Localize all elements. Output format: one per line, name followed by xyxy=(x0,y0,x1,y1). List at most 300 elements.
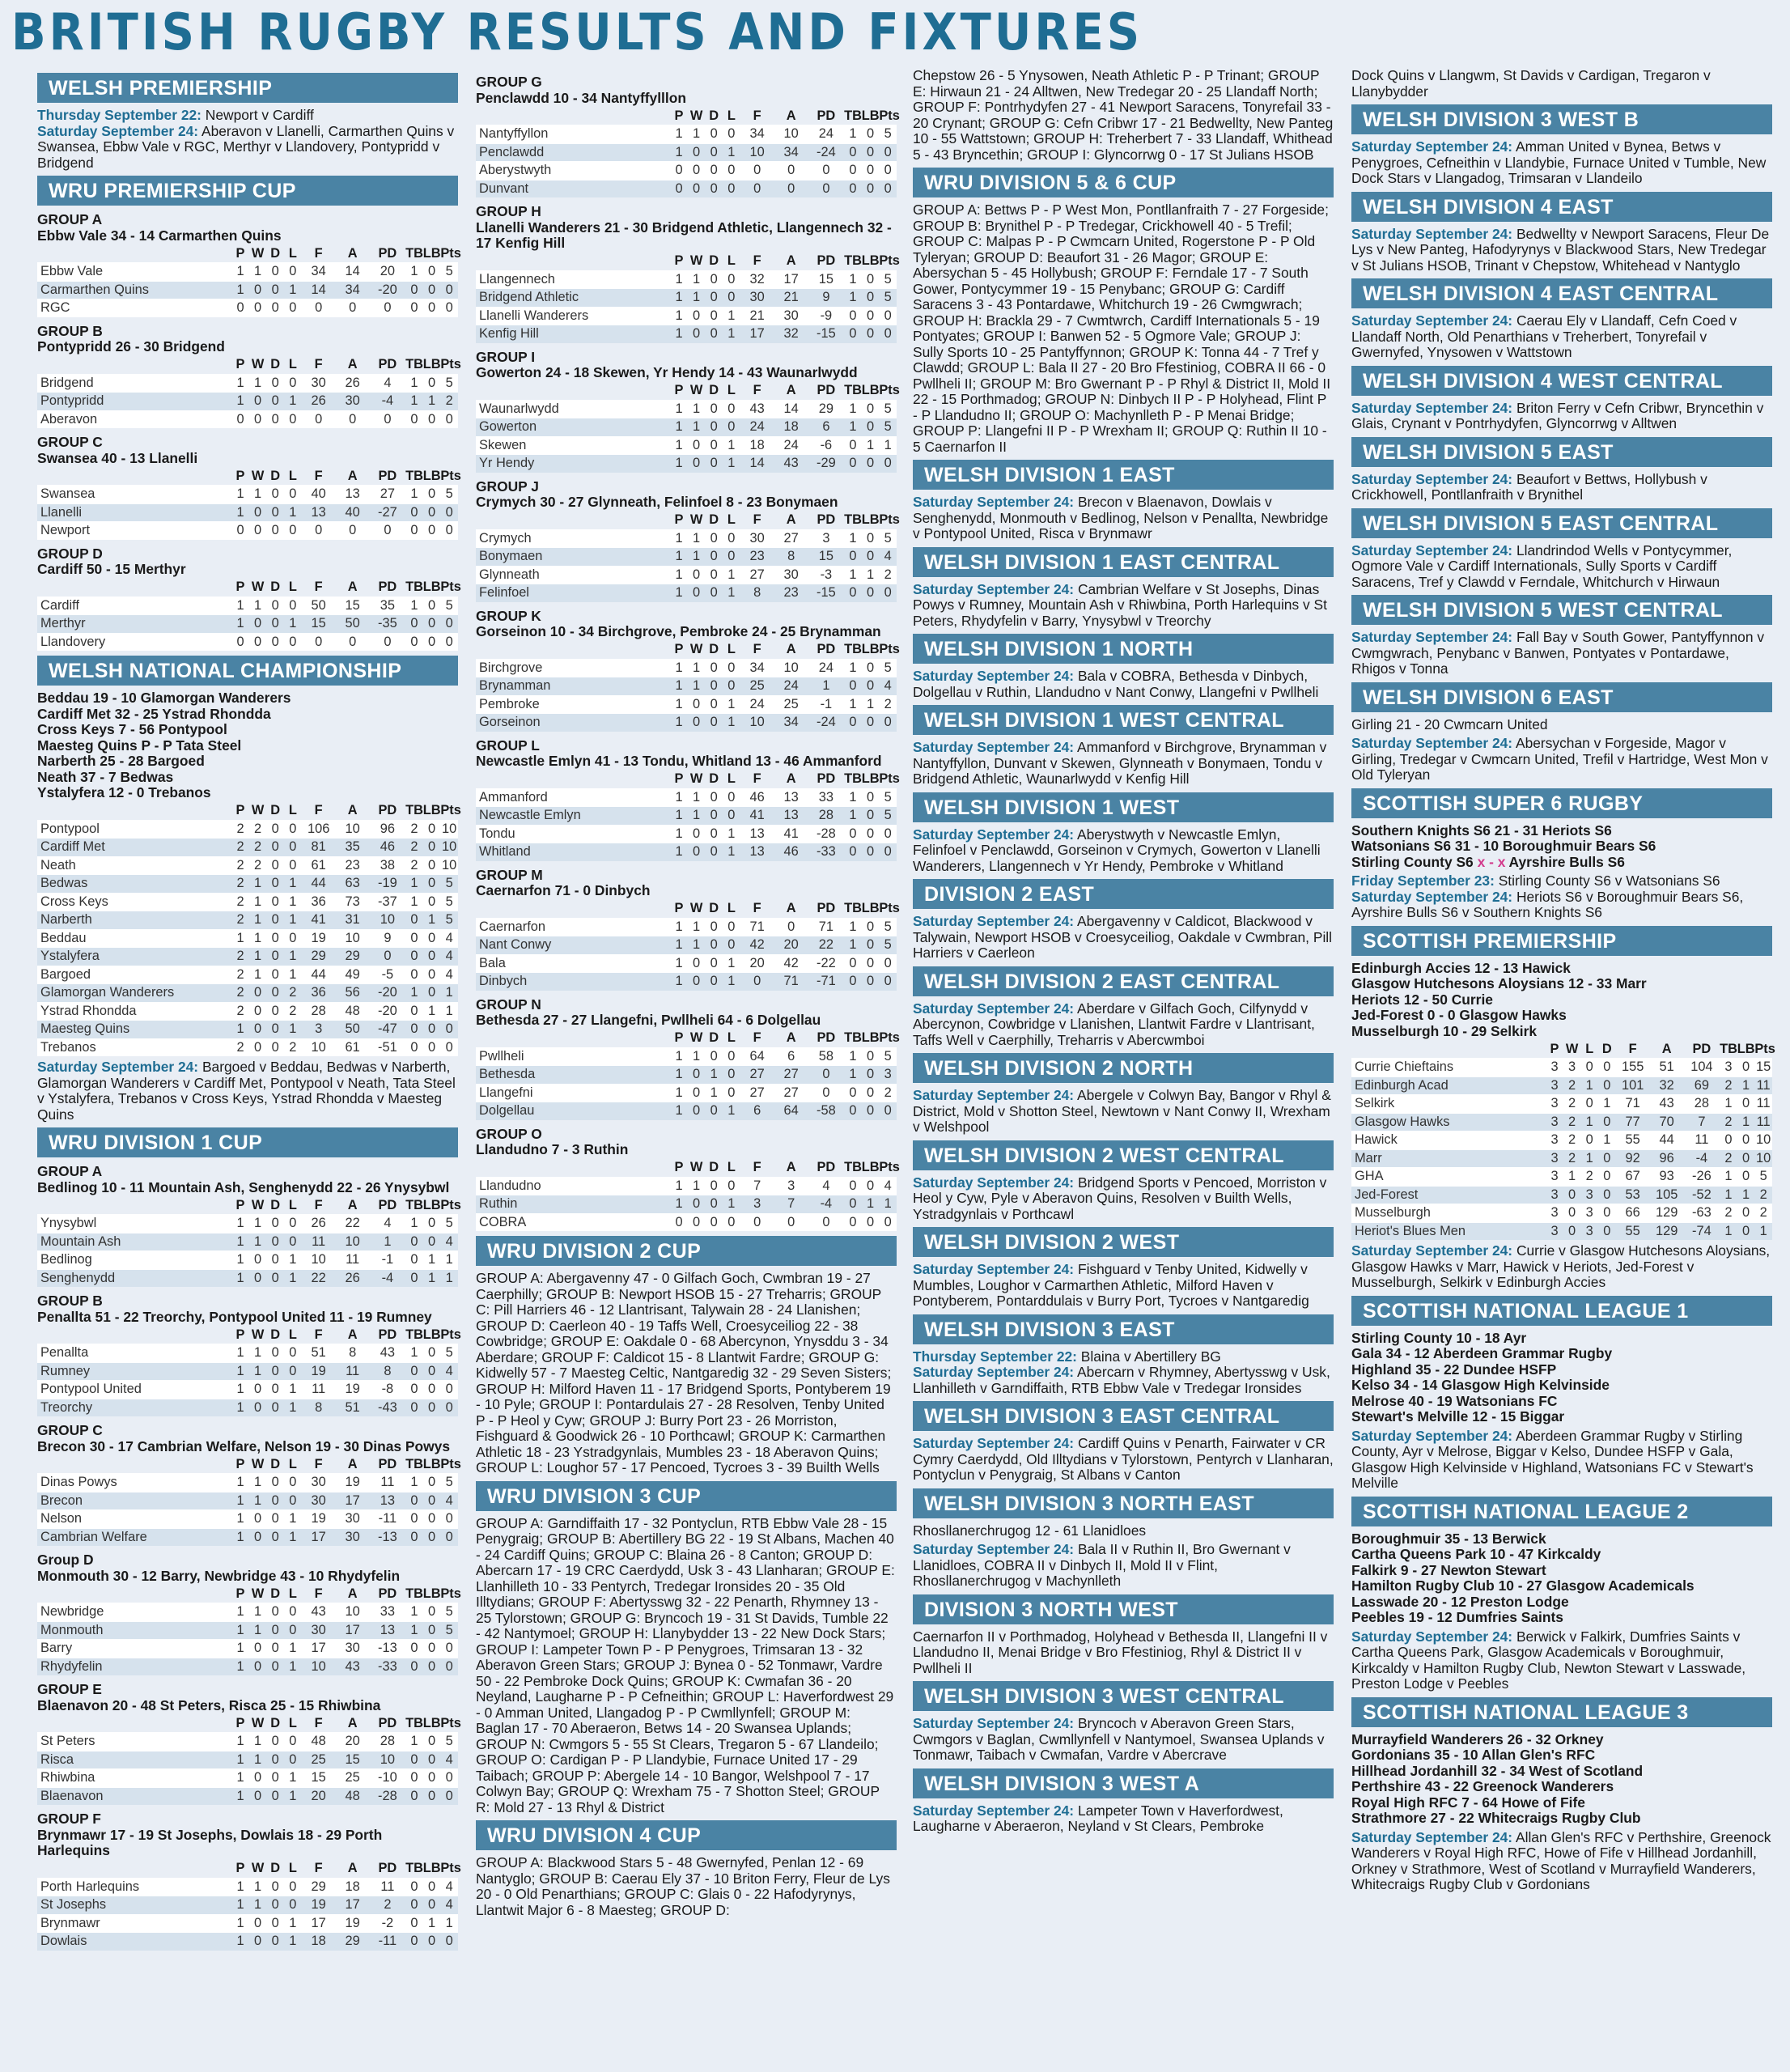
stat-cell: 13 xyxy=(302,503,336,522)
stat-cell: 0 xyxy=(249,1658,267,1675)
stat-cell: 0 xyxy=(844,1102,862,1120)
stat-cell: 0 xyxy=(266,1751,284,1769)
stat-cell: -27 xyxy=(370,503,405,522)
stat-cell: 19 xyxy=(302,929,336,948)
stat-cell: 0 xyxy=(723,677,740,696)
stat-cell: 10 xyxy=(1754,1132,1772,1150)
stat-cell: 0 xyxy=(423,875,441,894)
column-header: F xyxy=(753,383,761,398)
stat-cell: 0 xyxy=(266,299,284,317)
stat-cell: 0 xyxy=(266,486,284,504)
stat-cell: 0 xyxy=(284,633,302,651)
result-line xyxy=(1351,1362,1772,1378)
team-name: Currie Chieftains xyxy=(1351,1059,1546,1077)
column-header: A xyxy=(786,642,796,657)
stat-cell: 0 xyxy=(688,1084,706,1102)
stat-cell: 0 xyxy=(231,410,249,428)
team-name: Nantyffyllon xyxy=(476,125,670,144)
fixture-date: Thursday September 22: xyxy=(913,1348,1077,1365)
stat-cell: 0 xyxy=(879,143,897,162)
stat-cell: 0 xyxy=(688,584,706,602)
stat-cell: 21 xyxy=(740,307,774,325)
stat-cell: 1 xyxy=(844,529,862,548)
stat-cell: 15 xyxy=(302,1769,336,1788)
stat-cell: 19 xyxy=(336,1914,370,1933)
column-header: PD xyxy=(817,383,836,398)
stat-cell: 35 xyxy=(336,839,370,857)
result-line: Llanelli Wanderers 21 - 30 Bridgend Athletic, Llangennech 32 - 17 Kenfig Hill xyxy=(476,219,892,251)
stat-cell: 28 xyxy=(808,807,844,826)
stat-cell: 1 xyxy=(284,1269,302,1287)
stat-cell: 1 xyxy=(688,400,706,418)
stat-cell: 1 xyxy=(844,270,862,289)
team-name: Porth Harlequins xyxy=(37,1878,231,1896)
result-line xyxy=(1351,1547,1772,1563)
column-header: A xyxy=(347,357,358,372)
stat-cell: 1 xyxy=(844,289,862,308)
stat-cell: 2 xyxy=(1754,1204,1772,1223)
stat-cell: 4 xyxy=(370,1215,405,1233)
stat-cell: 1 xyxy=(231,1751,249,1769)
stat-cell: 1 xyxy=(670,400,688,418)
result-text: Gordonians 35 - 10 Allan Glen's RFC xyxy=(1351,1747,1596,1763)
column-header: W xyxy=(1565,1041,1579,1056)
team-name: Beddau xyxy=(37,929,231,948)
stat-cell: 1 xyxy=(670,807,688,826)
column-header: A xyxy=(786,901,796,916)
stat-cell: 0 xyxy=(862,325,880,343)
team-name: Pwllheli xyxy=(476,1047,670,1066)
table-row xyxy=(476,807,897,826)
stat-cell: 0 xyxy=(723,125,740,144)
stat-cell: 1 xyxy=(405,1344,423,1363)
column-header: P xyxy=(235,1456,245,1471)
column-header: L xyxy=(288,245,297,261)
stat-cell: 0 xyxy=(705,918,723,936)
team-name: Brynmawr xyxy=(37,1914,231,1933)
column-header: PD xyxy=(378,245,397,261)
stat-cell: 0 xyxy=(284,856,302,875)
stat-cell: 17 xyxy=(336,1896,370,1915)
stat-cell: 0 xyxy=(266,839,284,857)
stat-cell: 0 xyxy=(284,597,302,615)
stat-cell: 1 xyxy=(844,1066,862,1085)
fixture-date: Saturday September 24: xyxy=(913,1364,1075,1380)
section-header: SCOTTISH SUPER 6 RUGBY xyxy=(1351,788,1772,818)
result-line xyxy=(1351,1764,1772,1780)
section-header: WRU DIVISION 1 CUP xyxy=(37,1127,458,1157)
stat-cell: 0 xyxy=(688,825,706,843)
column-header: LB xyxy=(861,642,880,657)
stat-cell: 0 xyxy=(405,1362,423,1381)
stat-cell: 0 xyxy=(284,522,302,540)
stat-cell: 0 xyxy=(423,299,441,317)
column-header: P xyxy=(674,512,684,528)
stat-cell: 1 xyxy=(249,911,267,930)
results-text: GROUP A: Abergavenny 47 - 0 Gilfach Goch, Cwmbran 19 - 27 Caerphilly; GROUP B: Newport HSOB 15 - 27 Treharris; GROUP C: Pill Harriers 46 - 12 Llantrisant, Talywain 28 - 24 Llanishen; GROUP D: Caerleon 40 - 19 Taffs Well, Croesyceiliog 22 - 38 Cowbridge; GROUP E: Oakdale 0 - 68 Abercynon, Ynysddu 3 - 34 Aberdare; GROUP F: Caldicot 15 - 8 Llantwit Fardre; GROUP G: Kidwelly 57 - 7 Maesteg Celtic, Nantgaredig 32 - 29 Seven Sisters; GROUP H: Milford Haven 11 - 17 Bridgend Sports, Pontyberem 19 - 10 Pyle; GROUP I: Pontardulais 27 - 28 Resolven, Tenby United P - P Heol y Cyw; GROUP J: Burry Port 23 - 26 Morriston, Fishguard & Goodwick 26 - 10 Porthcawl; GROUP K: Carmarthen Athletic 18 - 23 Ystradgynlais, Mumbles 23 - 18 Aberavon Quins; GROUP L: Loughor 57 - 17 Pencoed, Tycroes 3 - 39 Builth Wells xyxy=(476,1270,892,1475)
stat-cell: 17 xyxy=(302,1528,336,1546)
column-header: Pts xyxy=(440,1861,461,1876)
column-header: Pts xyxy=(879,1030,900,1046)
stat-cell: 44 xyxy=(302,966,336,984)
stat-cell: 1 xyxy=(405,1621,423,1640)
stat-cell: 0 xyxy=(405,911,423,930)
fixtures-list xyxy=(1351,1243,1772,1291)
fixture-matches: Ammanford v Birchgrove, Brynamman v Nantyffyllon, Dunvant v Skewen, Glynneath v Bonymaen, Tondu v Bridgend Athletic, Waunarlwydd v Kenfig Hill xyxy=(913,739,1327,787)
stat-cell: 0 xyxy=(249,522,267,540)
stat-cell: 2 xyxy=(231,839,249,857)
stat-cell: 17 xyxy=(774,270,808,289)
stat-cell: 129 xyxy=(1650,1222,1684,1240)
stat-cell: 0 xyxy=(440,1787,458,1805)
result-text: Royal High RFC 7 - 64 Howe of Fife xyxy=(1351,1794,1585,1811)
group-name: GROUP C xyxy=(37,1422,103,1438)
column-header-team xyxy=(476,642,670,660)
column-header: Pts xyxy=(440,1715,461,1730)
stat-cell: 11 xyxy=(1754,1113,1772,1132)
table-row xyxy=(476,1102,897,1120)
stat-cell: 1 xyxy=(1563,1168,1581,1187)
fixture-date: Saturday September 24: xyxy=(913,826,1075,843)
fixture-line xyxy=(1351,401,1772,432)
column-header: LB xyxy=(422,1586,441,1601)
stat-cell: 27 xyxy=(740,566,774,584)
stat-cell: 1 xyxy=(405,374,423,393)
table-row xyxy=(37,1787,458,1805)
team-name: St Josephs xyxy=(37,1896,231,1915)
stat-cell: 27 xyxy=(774,529,808,548)
stat-cell: 1 xyxy=(670,1177,688,1195)
stat-cell: 0 xyxy=(405,1381,423,1399)
stat-cell: 20 xyxy=(370,263,405,282)
table-row xyxy=(37,1751,458,1769)
fixture-line xyxy=(1351,1830,1772,1893)
stat-cell: 1 xyxy=(688,788,706,807)
column-header-team xyxy=(37,1327,231,1344)
stat-cell: 43 xyxy=(774,455,808,473)
column-header: A xyxy=(347,245,358,261)
stat-cell: 0 xyxy=(423,1933,441,1951)
stat-cell: 13 xyxy=(774,788,808,807)
fixture-date: Saturday September 24: xyxy=(1351,470,1513,487)
stat-cell: 0 xyxy=(723,289,740,308)
column-header: D xyxy=(270,245,281,261)
fixture-line xyxy=(913,1262,1334,1310)
result-text: Perthshire 43 - 22 Greenock Wanderers xyxy=(1351,1778,1614,1794)
column-header: LB xyxy=(861,383,880,398)
stat-cell: -15 xyxy=(808,325,844,343)
table-row xyxy=(476,918,897,936)
stat-cell: 1 xyxy=(231,1914,249,1933)
column-header: W xyxy=(251,357,265,372)
stat-cell: 10 xyxy=(336,1233,370,1251)
stat-cell: 4 xyxy=(879,1177,897,1195)
result-line: Penclawdd 10 - 34 Nantyffylllon xyxy=(476,89,686,106)
table-row xyxy=(37,486,458,504)
stat-cell: 30 xyxy=(302,374,336,393)
stat-cell: 11 xyxy=(1754,1095,1772,1114)
column-header: LB xyxy=(861,771,880,787)
team-name: Jed-Forest xyxy=(1351,1186,1546,1204)
column-header: P xyxy=(674,383,684,398)
stat-cell: 1 xyxy=(688,418,706,437)
stat-cell: -11 xyxy=(370,1510,405,1529)
team-name: Bedwas xyxy=(37,875,231,894)
result-line: Musselburgh 10 - 29 Selkirk xyxy=(1351,1022,1538,1039)
stat-cell: 2 xyxy=(231,1002,249,1021)
stat-cell: 0 xyxy=(423,1381,441,1399)
stat-cell: 32 xyxy=(740,270,774,289)
stat-cell: 5 xyxy=(1754,1168,1772,1187)
stat-cell: 0 xyxy=(266,911,284,930)
stat-cell: 0 xyxy=(705,1195,723,1214)
league-table xyxy=(37,1861,461,1951)
fixture-line xyxy=(1351,873,1772,890)
stat-cell: 0 xyxy=(705,180,723,197)
stat-cell: 0 xyxy=(423,1603,441,1622)
fixture-date: Saturday September 24: xyxy=(913,1261,1075,1277)
stat-cell: 0 xyxy=(266,1787,284,1805)
stat-cell: -2 xyxy=(370,1914,405,1933)
column-header: L xyxy=(1585,1041,1594,1056)
stat-cell: 0 xyxy=(1598,1168,1616,1187)
stat-cell: 1 xyxy=(1580,1076,1598,1095)
column-header: PD xyxy=(378,1715,397,1730)
stat-cell: 0 xyxy=(405,1528,423,1546)
result-line: Bethesda 27 - 27 Llangefni, Pwllheli 64 - 6 Dolgellau xyxy=(476,1012,821,1028)
column-header: F xyxy=(314,1456,323,1471)
team-name: Nelson xyxy=(37,1510,231,1529)
stat-cell: 0 xyxy=(266,1002,284,1021)
stat-cell: 25 xyxy=(302,1751,336,1769)
stat-cell: 15 xyxy=(302,615,336,634)
stat-cell: 1 xyxy=(723,143,740,162)
table-header-row xyxy=(37,1861,458,1879)
stat-cell: 0 xyxy=(1737,1222,1755,1240)
stat-cell: 2 xyxy=(1720,1149,1737,1168)
team-name: Ystrad Rhondda xyxy=(37,1002,231,1021)
column-header-team xyxy=(37,1715,231,1733)
fixture-matches: Briton Ferry v Cefn Cribwr, Bryncethin v Glais, Crynant v Pontrhydyfen, Glyncorrwg v Alltwen xyxy=(1351,399,1764,431)
stat-cell: 7 xyxy=(774,1195,808,1214)
stat-cell: 0 xyxy=(249,281,267,299)
column-header: L xyxy=(727,642,736,657)
stat-cell: 0 xyxy=(862,125,880,144)
result-text: Stirling County S6 xyxy=(1351,853,1478,870)
stat-cell: -4 xyxy=(370,1269,405,1287)
stat-cell: -58 xyxy=(808,1102,844,1120)
stat-cell: 24 xyxy=(740,418,774,437)
fixture-matches: Blaina v Abertillery BG xyxy=(1076,1348,1221,1365)
stat-cell: 0 xyxy=(370,633,405,651)
league-table xyxy=(1351,1041,1775,1240)
group-name: GROUP A xyxy=(37,1163,103,1179)
stat-cell: 0 xyxy=(774,180,808,197)
stat-cell: 5 xyxy=(879,418,897,437)
fixture-matches: Amman United v Bynea, Betws v Penygroes, Cefneithin v Llandybie, Furnace United v Tumble, New Dock Stars v Llangadog, Trimsaran v Llandeilo xyxy=(1351,138,1767,186)
stat-cell: 0 xyxy=(1720,1132,1737,1150)
stat-cell: 2 xyxy=(249,820,267,839)
stat-cell: 1 xyxy=(249,1233,267,1251)
stat-cell: 0 xyxy=(423,486,441,504)
fixture-date: Thursday September 22: xyxy=(37,107,201,123)
result-line: Brynmawr 17 - 19 St Josephs, Dowlais 18 - 29 Porth Harlequins xyxy=(37,1826,383,1858)
stat-cell: 30 xyxy=(302,1492,336,1510)
section-header: SCOTTISH NATIONAL LEAGUE 1 xyxy=(1351,1296,1772,1326)
fixture-matches: Beaufort v Bettws, Hollybush v Crickhowell, Pontllanfraith v Brynithel xyxy=(1351,470,1707,503)
stat-cell: 1 xyxy=(423,1914,441,1933)
table-header-row xyxy=(37,1586,458,1603)
stat-cell: 96 xyxy=(370,820,405,839)
stat-cell: 1 xyxy=(670,1047,688,1066)
result-line: Edinburgh Accies 12 - 13 Hawick xyxy=(1351,959,1571,976)
stat-cell: 0 xyxy=(705,418,723,437)
stat-cell: 3 xyxy=(1563,1059,1581,1077)
stat-cell: 0 xyxy=(723,659,740,677)
fixture-date: Saturday September 24: xyxy=(913,1802,1075,1819)
stat-cell: 1 xyxy=(231,1215,249,1233)
table-header-row xyxy=(37,1197,458,1215)
stat-cell: 1 xyxy=(670,325,688,343)
stat-cell: -63 xyxy=(1684,1204,1720,1223)
stat-cell: 5 xyxy=(879,400,897,418)
stat-cell: 5 xyxy=(879,270,897,289)
stat-cell: 0 xyxy=(266,410,284,428)
fixture-matches: Berwick v Falkirk, Dumfries Saints v Cartha Queens Park, Glasgow Academicals v Boroughmuir, Kirkcaldy v Hamilton Rugby Club, Newton Stewart v Lasswade, Preston Lodge v Peebles xyxy=(1351,1628,1746,1692)
stat-cell: 0 xyxy=(862,307,880,325)
stat-cell: 0 xyxy=(423,948,441,966)
column-header: D xyxy=(1601,1041,1612,1056)
group-name: GROUP O xyxy=(476,1125,542,1142)
stat-cell: 0 xyxy=(266,1603,284,1622)
table-row xyxy=(476,788,897,807)
stat-cell: 0 xyxy=(705,400,723,418)
stat-cell: 1 xyxy=(249,966,267,984)
table-row xyxy=(476,162,897,180)
stat-cell: 1 xyxy=(231,503,249,522)
stat-cell: 36 xyxy=(302,893,336,911)
stat-cell: 0 xyxy=(249,1510,267,1529)
column-4 xyxy=(1351,67,1775,2070)
table-row xyxy=(1351,1095,1772,1114)
stat-cell: 5 xyxy=(440,1215,458,1233)
stat-cell: 0 xyxy=(405,929,423,948)
stat-cell: 0 xyxy=(723,1213,740,1231)
column-header-team xyxy=(37,1586,231,1603)
team-name: Barry xyxy=(37,1640,231,1658)
column-header: P xyxy=(235,1327,245,1342)
table-row xyxy=(37,1399,458,1416)
stat-cell: 2 xyxy=(1720,1113,1737,1132)
fixtures-list xyxy=(1351,873,1772,921)
stat-cell: 0 xyxy=(284,1344,302,1363)
column-header: PD xyxy=(817,901,836,916)
column-header: W xyxy=(689,1030,703,1046)
stat-cell: 8 xyxy=(302,1399,336,1416)
table-row xyxy=(37,1492,458,1510)
result-text: Murrayfield Wanderers 26 - 32 Orkney xyxy=(1351,1730,1604,1747)
column-header: PD xyxy=(1692,1041,1712,1056)
stat-cell: 1 xyxy=(879,1195,897,1214)
stat-cell: 0 xyxy=(423,597,441,615)
stat-cell: 0 xyxy=(249,1640,267,1658)
table-row xyxy=(1351,1059,1772,1077)
stat-cell: 1 xyxy=(284,1933,302,1951)
team-name: Newcastle Emlyn xyxy=(476,807,670,826)
stat-cell: -4 xyxy=(808,1195,844,1214)
league-table xyxy=(476,108,900,197)
stat-cell: 4 xyxy=(440,1362,458,1381)
team-name: Risca xyxy=(37,1751,231,1769)
stat-cell: 0 xyxy=(405,1038,423,1056)
stat-cell: 17 xyxy=(302,1640,336,1658)
stat-cell: 0 xyxy=(266,984,284,1003)
stat-cell: 0 xyxy=(284,374,302,393)
column-header: LB xyxy=(422,1327,441,1342)
stat-cell: 155 xyxy=(1616,1059,1650,1077)
column-header: A xyxy=(347,580,358,595)
stat-cell: 1 xyxy=(670,677,688,696)
stat-cell: 56 xyxy=(336,984,370,1003)
stat-cell: 0 xyxy=(284,1492,302,1510)
section-header: WELSH DIVISION 4 WEST CENTRAL xyxy=(1351,366,1772,396)
stat-cell: 2 xyxy=(1563,1113,1581,1132)
stat-cell: 3 xyxy=(740,1195,774,1214)
stat-cell: 10 xyxy=(302,1038,336,1056)
section-header: WRU DIVISION 3 CUP xyxy=(476,1481,897,1511)
fixture-date: Saturday September 24: xyxy=(1351,312,1513,329)
results-text: Girling 21 - 20 Cwmcarn United xyxy=(1351,715,1548,732)
stat-cell: 0 xyxy=(231,522,249,540)
stat-cell: 44 xyxy=(1650,1132,1684,1150)
stat-cell: 1 xyxy=(723,695,740,714)
table-header-row xyxy=(476,1160,897,1178)
stat-cell: 0 xyxy=(688,695,706,714)
league-table xyxy=(476,1030,900,1120)
stat-cell: 0 xyxy=(688,954,706,973)
stat-cell: 1 xyxy=(284,893,302,911)
stat-cell: 2 xyxy=(1563,1076,1581,1095)
fixtures-list xyxy=(1351,227,1772,274)
stat-cell: 1 xyxy=(284,1658,302,1675)
column-header: L xyxy=(727,512,736,528)
stat-cell: 11 xyxy=(1684,1132,1720,1150)
fixtures-list xyxy=(913,495,1334,542)
stat-cell: -33 xyxy=(370,1658,405,1675)
stat-cell: 1 xyxy=(670,918,688,936)
team-name: Llanelli Wanderers xyxy=(476,307,670,325)
column-header: L xyxy=(288,468,297,483)
stat-cell: 0 xyxy=(405,1751,423,1769)
team-name: Rumney xyxy=(37,1362,231,1381)
result-line: Cardiff 50 - 15 Merthyr xyxy=(37,561,186,577)
fixture-matches: Llandrindod Wells v Pontycymmer, Ogmore Vale v Cardiff Internationals, Sully Sports v Cardiff Saracens, Tref y Clawdd v Ferndale, Whitchurch v Hirwaun xyxy=(1351,541,1733,590)
stat-cell: 0 xyxy=(405,503,423,522)
stat-cell: 18 xyxy=(302,1933,336,1951)
stat-cell: 0 xyxy=(723,788,740,807)
stat-cell: 0 xyxy=(1598,1204,1616,1223)
stat-cell: 5 xyxy=(440,263,458,282)
stat-cell: 0 xyxy=(249,1933,267,1951)
stat-cell: 1 xyxy=(844,936,862,955)
table-row xyxy=(476,180,897,197)
fixture-date: Saturday September 24: xyxy=(913,1000,1075,1017)
stat-cell: 70 xyxy=(1650,1113,1684,1132)
stat-cell: -6 xyxy=(808,436,844,455)
stat-cell: 0 xyxy=(705,270,723,289)
stat-cell: 1 xyxy=(670,1102,688,1120)
table-row xyxy=(476,825,897,843)
